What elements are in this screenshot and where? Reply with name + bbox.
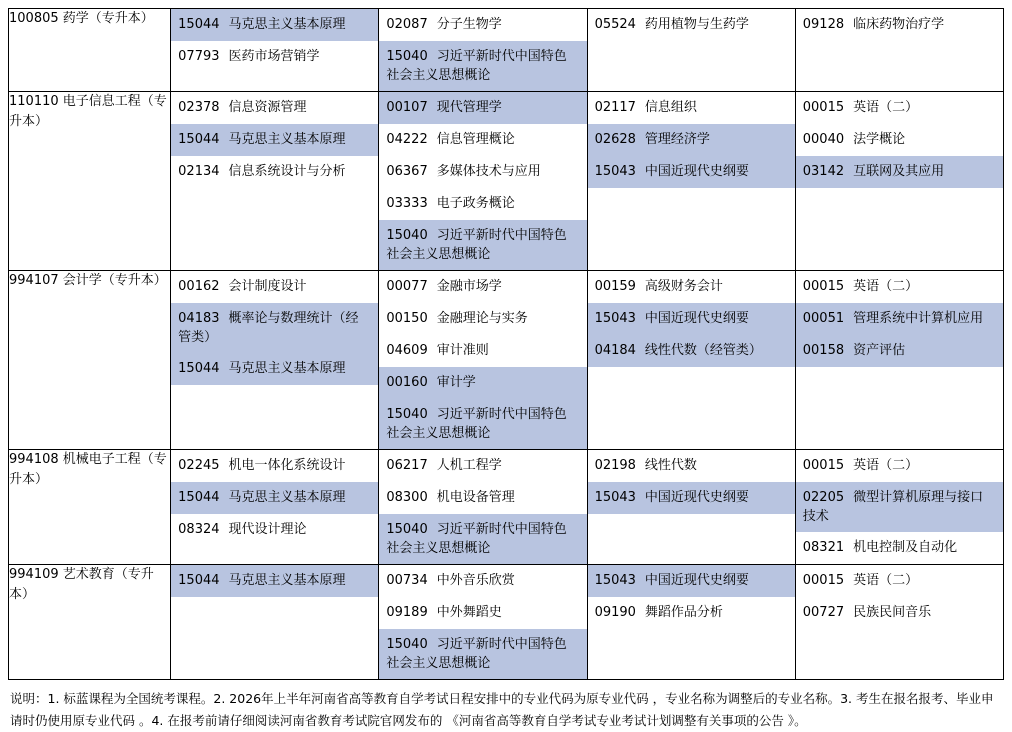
course-name: 马克思主义基本原理 (228, 490, 346, 505)
empty-slot (796, 220, 1003, 252)
empty-slot (796, 367, 1003, 399)
course-code: 00150 (386, 311, 428, 326)
course-entry (796, 124, 1003, 156)
course-code: 08321 (802, 540, 845, 555)
course-name: 机电设备管理 (436, 490, 515, 505)
course-entry (379, 271, 586, 303)
course-code: 15044 (178, 573, 220, 588)
course-column-cell (379, 565, 587, 680)
course-name: 舞蹈作品分析 (644, 605, 723, 620)
course-entry (379, 514, 586, 564)
course-code: 15043 (594, 311, 636, 326)
course-entry (588, 482, 795, 514)
course-name: 临床药物治疗学 (853, 17, 945, 32)
course-column-cell (795, 271, 1003, 450)
course-entry (379, 156, 586, 188)
course-code: 03333 (386, 196, 428, 211)
course-name: 管理系统中计算机应用 (853, 311, 984, 326)
course-column-cell (795, 565, 1003, 680)
major-name-cell: 994107 会计学（专升本） (9, 271, 171, 450)
course-column-cell (379, 271, 587, 450)
course-code: 00015 (802, 100, 845, 115)
course-name: 英语（二） (853, 458, 919, 473)
course-entry (379, 220, 586, 270)
course-code: 00015 (802, 573, 845, 588)
course-column-cell (795, 92, 1003, 271)
course-name: 机电控制及自动化 (853, 540, 958, 555)
course-code: 02205 (802, 490, 845, 505)
course-entry (171, 156, 378, 188)
empty-slot (796, 41, 1003, 73)
course-name: 法学概论 (853, 132, 906, 147)
course-name: 马克思主义基本原理 (228, 132, 346, 147)
course-code: 15044 (178, 490, 220, 505)
course-name: 线性代数 (644, 458, 697, 473)
course-code: 15043 (594, 490, 636, 505)
course-entry (379, 188, 586, 220)
course-code: 15044 (178, 17, 220, 32)
course-name: 概率论与数理统计（经管类） (178, 311, 359, 345)
course-name: 中外舞蹈史 (436, 605, 502, 620)
course-code: 15044 (178, 132, 220, 147)
course-code: 15040 (386, 637, 428, 652)
course-code: 00158 (802, 343, 845, 358)
course-name: 中国近现代史纲要 (644, 573, 749, 588)
course-code: 15040 (386, 228, 428, 243)
course-code: 15044 (178, 361, 220, 376)
course-entry (796, 450, 1003, 482)
course-name: 中国近现代史纲要 (644, 164, 749, 179)
course-entry (379, 450, 586, 482)
course-name: 机电一体化系统设计 (228, 458, 346, 473)
course-entry (588, 92, 795, 124)
empty-slot (171, 417, 378, 449)
course-entry (588, 271, 795, 303)
course-entry (796, 597, 1003, 629)
course-name: 习近平新时代中国特色社会主义思想概论 (386, 49, 567, 83)
major-name-cell: 110110 电子信息工程（专升本） (9, 92, 171, 271)
course-entry (379, 399, 586, 449)
empty-slot (796, 188, 1003, 220)
course-name: 互联网及其应用 (853, 164, 945, 179)
empty-slot (171, 597, 378, 629)
course-entry (588, 124, 795, 156)
course-entry (171, 450, 378, 482)
course-entry (796, 565, 1003, 597)
course-column-cell (379, 92, 587, 271)
course-column-cell (587, 450, 795, 565)
table-row (9, 271, 1004, 450)
course-column-cell (171, 9, 379, 92)
course-column-cell (587, 565, 795, 680)
course-name: 药用植物与生药学 (644, 17, 749, 32)
course-code: 08300 (386, 490, 428, 505)
course-code: 09190 (594, 605, 636, 620)
course-column-cell (171, 565, 379, 680)
course-code: 02087 (386, 17, 428, 32)
course-name: 会计制度设计 (228, 279, 307, 294)
major-name-cell: 994108 机械电子工程（专升本） (9, 450, 171, 565)
course-name: 现代管理学 (436, 100, 502, 115)
course-entry (379, 629, 586, 679)
course-name: 中外音乐欣赏 (436, 573, 515, 588)
empty-slot (171, 220, 378, 252)
course-code: 00077 (386, 279, 428, 294)
course-code: 03142 (802, 164, 845, 179)
course-entry (796, 9, 1003, 41)
empty-slot (171, 629, 378, 661)
footnote: 说明：1. 标蓝课程为全国统考课程。2. 2026年上半年河南省高等教育自学考试日程安排中的专业代码为原专业代码 ，专业名称为调整后的专业名称。3. 考生在报名报考、毕业申请时仍使用原专业代码 。4. 在报考前请仔细阅读河南省教育考试院官网发布的 《河南省高等教育自学考试专业考试计划调整有关事项的公告 》。 (10, 691, 994, 728)
course-name: 高级财务会计 (644, 279, 723, 294)
course-entry (796, 532, 1003, 564)
empty-slot (171, 385, 378, 417)
course-code: 02245 (178, 458, 220, 473)
course-entry (588, 565, 795, 597)
course-column-cell (379, 9, 587, 92)
course-entry (379, 597, 586, 629)
course-entry (796, 482, 1003, 532)
course-name: 英语（二） (853, 100, 919, 115)
course-entry (588, 597, 795, 629)
course-entry (379, 9, 586, 41)
course-entry (796, 303, 1003, 335)
major-name-cell: 994109 艺术教育（专升本） (9, 565, 171, 680)
course-code: 02134 (178, 164, 220, 179)
course-name: 信息管理概论 (436, 132, 515, 147)
course-name: 分子生物学 (436, 17, 502, 32)
course-name: 电子政务概论 (436, 196, 515, 211)
course-entry (796, 156, 1003, 188)
course-entry (171, 271, 378, 303)
course-name: 信息系统设计与分析 (228, 164, 346, 179)
course-entry (588, 156, 795, 188)
course-entry (171, 482, 378, 514)
empty-slot (796, 629, 1003, 661)
empty-slot (588, 188, 795, 220)
course-entry (796, 335, 1003, 367)
course-name: 习近平新时代中国特色社会主义思想概论 (386, 637, 567, 671)
course-name: 马克思主义基本原理 (228, 573, 346, 588)
course-column-cell (587, 92, 795, 271)
exam-schedule-table (8, 8, 1004, 680)
course-code: 04222 (386, 132, 428, 147)
course-name: 信息组织 (644, 100, 697, 115)
course-name: 多媒体技术与应用 (436, 164, 541, 179)
empty-slot (171, 188, 378, 220)
course-name: 民族民间音乐 (853, 605, 932, 620)
course-code: 15043 (594, 164, 636, 179)
course-entry (379, 92, 586, 124)
empty-slot (588, 367, 795, 399)
course-code: 00040 (802, 132, 845, 147)
course-entry (588, 450, 795, 482)
course-code: 00159 (594, 279, 636, 294)
course-code: 07793 (178, 49, 220, 64)
course-code: 15040 (386, 49, 428, 64)
course-name: 习近平新时代中国特色社会主义思想概论 (386, 228, 567, 262)
course-code: 00734 (386, 573, 428, 588)
course-code: 04609 (386, 343, 428, 358)
course-column-cell (171, 92, 379, 271)
course-name: 金融市场学 (436, 279, 502, 294)
course-code: 05524 (594, 17, 636, 32)
course-code: 06367 (386, 164, 428, 179)
course-code: 02198 (594, 458, 636, 473)
empty-slot (588, 220, 795, 252)
table-row (9, 450, 1004, 565)
course-code: 00727 (802, 605, 845, 620)
course-column-cell (171, 271, 379, 450)
course-column-cell (587, 9, 795, 92)
course-name: 人机工程学 (436, 458, 502, 473)
course-entry (171, 41, 378, 73)
course-name: 审计学 (436, 375, 476, 390)
course-name: 信息资源管理 (228, 100, 307, 115)
course-name: 微型计算机原理与接口技术 (802, 490, 984, 524)
course-name: 管理经济学 (644, 132, 710, 147)
course-name: 线性代数（经管类） (644, 343, 762, 358)
course-code: 09189 (386, 605, 428, 620)
course-column-cell (795, 450, 1003, 565)
course-column-cell (379, 450, 587, 565)
course-entry (796, 92, 1003, 124)
course-code: 00015 (802, 458, 845, 473)
course-name: 中国近现代史纲要 (644, 490, 749, 505)
course-entry (171, 303, 378, 353)
course-code: 00107 (386, 100, 428, 115)
course-entry (171, 514, 378, 546)
course-code: 00162 (178, 279, 220, 294)
course-name: 习近平新时代中国特色社会主义思想概论 (386, 407, 567, 441)
course-code: 09128 (802, 17, 845, 32)
course-name: 中国近现代史纲要 (644, 311, 749, 326)
course-entry (379, 482, 586, 514)
course-code: 02117 (594, 100, 636, 115)
course-column-cell (171, 450, 379, 565)
empty-slot (588, 514, 795, 546)
course-entry (588, 303, 795, 335)
empty-slot (588, 41, 795, 73)
course-entry (379, 124, 586, 156)
table-row (9, 565, 1004, 680)
course-code: 06217 (386, 458, 428, 473)
course-code: 15040 (386, 522, 428, 537)
table-body (9, 9, 1004, 680)
course-code: 00160 (386, 375, 428, 390)
course-name: 英语（二） (853, 279, 919, 294)
course-name: 英语（二） (853, 573, 919, 588)
course-name: 现代设计理论 (228, 522, 307, 537)
course-entry (379, 565, 586, 597)
course-entry (796, 271, 1003, 303)
empty-slot (796, 399, 1003, 431)
table-row (9, 92, 1004, 271)
course-code: 00051 (802, 311, 845, 326)
course-entry (379, 41, 586, 91)
empty-slot (588, 629, 795, 661)
course-column-cell (795, 9, 1003, 92)
course-code: 04184 (594, 343, 636, 358)
course-name: 金融理论与实务 (436, 311, 528, 326)
course-name: 习近平新时代中国特色社会主义思想概论 (386, 522, 567, 556)
course-entry (171, 124, 378, 156)
course-entry (171, 92, 378, 124)
course-code: 04183 (178, 311, 220, 326)
course-entry (379, 367, 586, 399)
empty-slot (588, 399, 795, 431)
table-row (9, 9, 1004, 92)
course-name: 资产评估 (853, 343, 906, 358)
course-code: 15043 (594, 573, 636, 588)
course-code: 02628 (594, 132, 636, 147)
course-code: 08324 (178, 522, 220, 537)
course-entry (171, 353, 378, 385)
course-entry (171, 9, 378, 41)
course-name: 马克思主义基本原理 (228, 17, 346, 32)
course-entry (588, 9, 795, 41)
course-column-cell (587, 271, 795, 450)
course-entry (171, 565, 378, 597)
course-name: 医药市场营销学 (228, 49, 320, 64)
course-entry (588, 335, 795, 367)
course-name: 马克思主义基本原理 (228, 361, 346, 376)
course-code: 15040 (386, 407, 428, 422)
major-name-cell: 100805 药学（专升本） (9, 9, 171, 92)
course-entry (379, 303, 586, 335)
course-entry (379, 335, 586, 367)
course-code: 02378 (178, 100, 220, 115)
course-name: 审计准则 (436, 343, 489, 358)
course-code: 00015 (802, 279, 845, 294)
